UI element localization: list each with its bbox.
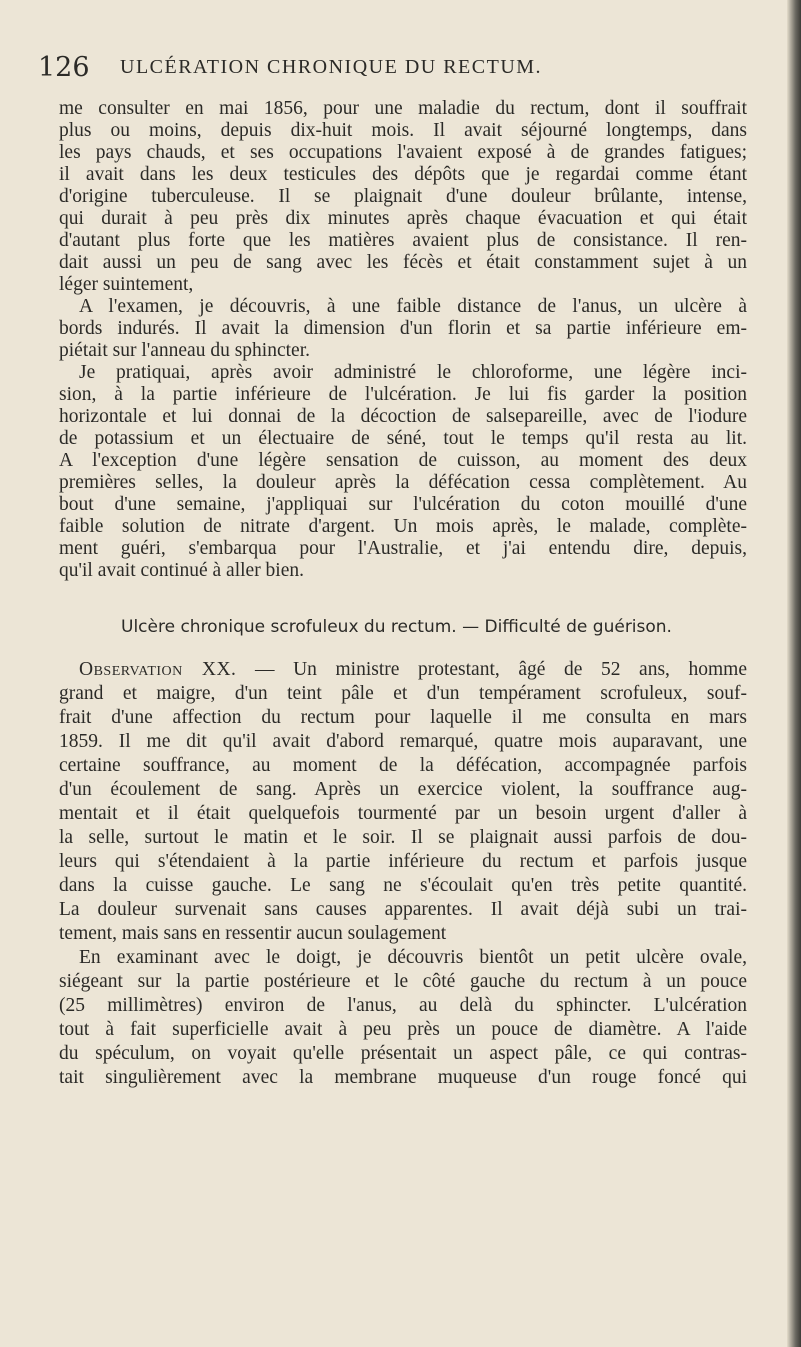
text-line: sion, à la partie inférieure de l'ulcération. Je lui fis garder la position	[59, 384, 747, 405]
text-line: d'un écoulement de sang. Après un exercice violent, la souffrance aug-	[59, 779, 747, 800]
text-line: bout d'une semaine, j'appliquai sur l'ulcération du coton mouillé d'une	[59, 494, 747, 515]
text-line: il avait dans les deux testicules des dépôts que je regardai comme étant	[59, 164, 747, 185]
text-line: mentait et il était quelquefois tourmenté par un besoin urgent d'aller à	[59, 803, 747, 824]
text-line	[79, 659, 747, 681]
text-line: Je pratiquai, après avoir administré le chloroforme, une légère inci-	[79, 362, 747, 383]
text-line: la selle, surtout le matin et le soir. Il se plaignait aussi parfois de dou-	[59, 827, 747, 848]
text-line: faible solution de nitrate d'argent. Un mois après, le malade, complète-	[59, 516, 747, 537]
text-line: siégeant sur la partie postérieure et le côté gauche du rectum à un pouce	[59, 971, 747, 992]
text-line: horizontale et lui donnai de la décoction de salsepareille, avec de l'iodure	[59, 406, 747, 427]
text-line: qu'il avait continué à aller bien.	[59, 560, 305, 581]
text-line: leurs qui s'étendaient à la partie inférieure du rectum et parfois jusque	[59, 851, 747, 872]
page-header	[38, 52, 758, 88]
page-number: 126	[38, 52, 90, 83]
text-line: tement, mais sans en ressentir aucun soulagement	[59, 923, 447, 944]
text-line: léger suintement,	[59, 274, 194, 295]
text-line: 1859. Il me dit qu'il avait d'abord remarqué, quatre mois auparavant, une	[59, 731, 747, 752]
text-line: tout à fait superficielle avait à peu près un pouce de diamètre. A l'aide	[59, 1019, 747, 1040]
text-line: La douleur survenait sans causes apparentes. Il avait déjà subi un trai-	[59, 899, 747, 920]
text-line: les pays chauds, et ses occupations l'avaient exposé à de grandes fatigues;	[59, 142, 747, 163]
text-line: (25 millimètres) environ de l'anus, au delà du sphincter. L'ulcération	[59, 995, 747, 1016]
observation-label: Observation XX.	[79, 659, 237, 680]
page-edge-shadow	[787, 0, 801, 1347]
text-line: piétait sur l'anneau du sphincter.	[59, 340, 310, 361]
observation-intro: — Un ministre protestant, âgé de 52 ans, homme	[236, 659, 747, 680]
text-line: A l'examen, je découvris, à une faible distance de l'anus, un ulcère à	[79, 296, 747, 317]
running-head: ULCÉRATION CHRONIQUE DU RECTUM.	[120, 56, 543, 78]
text-line: tait singulièrement avec la membrane muqueuse d'un rouge foncé qui	[59, 1067, 747, 1088]
text-line: qui durait à peu près dix minutes après chaque évacuation et qui était	[59, 208, 747, 229]
text-line: plus ou moins, depuis dix-huit mois. Il avait séjourné longtemps, dans	[59, 120, 747, 141]
text-line: grand et maigre, d'un teint pâle et d'un tempérament scrofuleux, souf-	[59, 683, 747, 704]
text-line: dans la cuisse gauche. Le sang ne s'écoulait qu'en très petite quantité.	[59, 875, 747, 896]
text-line: me consulter en mai 1856, pour une maladie du rectum, dont il souffrait	[59, 98, 747, 119]
text-line: du spéculum, on voyait qu'elle présentait un aspect pâle, ce qui contras-	[59, 1043, 747, 1064]
text-line: En examinant avec le doigt, je découvris bientôt un petit ulcère ovale,	[79, 947, 747, 968]
text-line: A l'exception d'une légère sensation de cuisson, au moment des deux	[59, 450, 747, 471]
text-line: de potassium et un électuaire de séné, tout le temps qu'il resta au lit.	[59, 428, 747, 449]
text-line: frait d'une affection du rectum pour laquelle il me consulta en mars	[59, 707, 747, 728]
text-line: bords indurés. Il avait la dimension d'un florin et sa partie inférieure em-	[59, 318, 747, 339]
text-line: dait aussi un peu de sang avec les fécès et était constamment sujet à un	[59, 252, 747, 273]
text-line: premières selles, la douleur après la défécation cessa complètement. Au	[59, 472, 747, 493]
text-line: ment guéri, s'embarqua pour l'Australie, et j'ai entendu dire, depuis,	[59, 538, 747, 559]
text-line: d'autant plus forte que les matières avaient plus de consistance. Il ren-	[59, 230, 747, 251]
section-title: Ulcère chronique scrofuleux du rectum. — Difficulté de guérison.	[121, 617, 672, 637]
text-line: d'origine tuberculeuse. Il se plaignait d'une douleur brûlante, intense,	[59, 186, 747, 207]
text-line: certaine souffrance, au moment de la défécation, accompagnée parfois	[59, 755, 747, 776]
